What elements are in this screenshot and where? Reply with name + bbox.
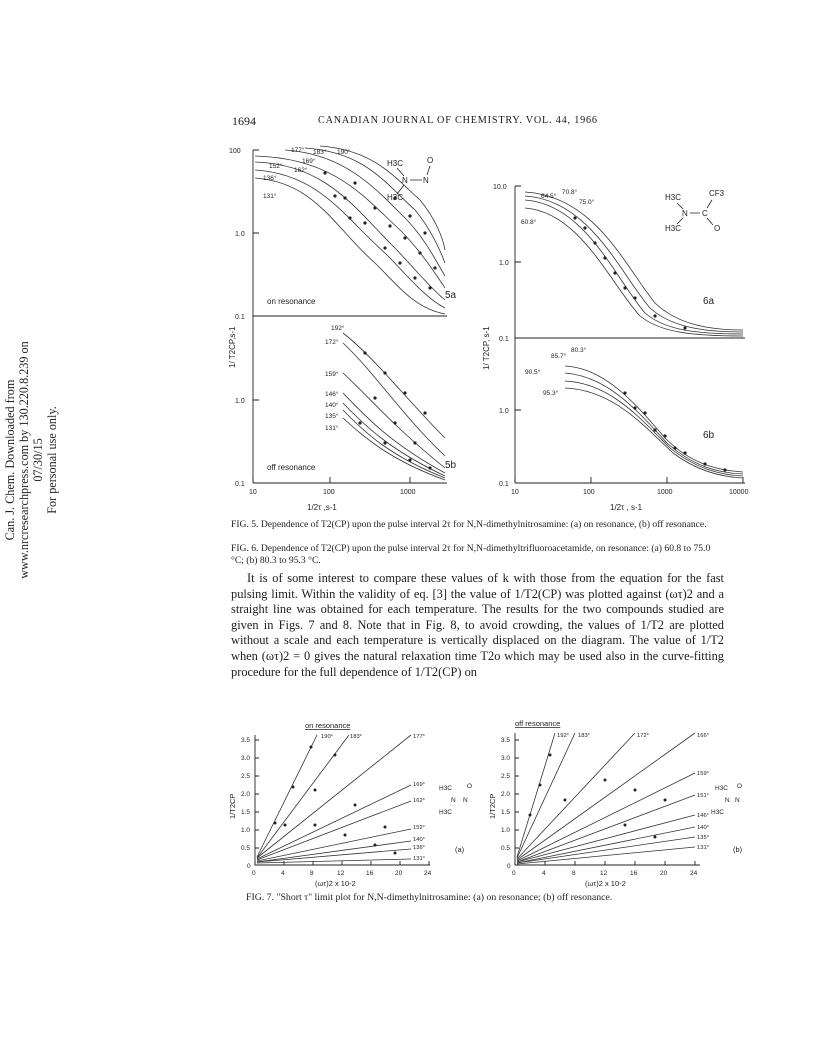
- svg-text:166°: 166°: [697, 733, 709, 739]
- svg-text:0: 0: [512, 870, 516, 877]
- svg-text:H3C: H3C: [439, 809, 453, 816]
- fig7a-ylabel: 1/T2CP: [228, 793, 237, 819]
- fig5-xtick-10: 10: [249, 489, 257, 496]
- figures-5-6: [225, 138, 765, 518]
- svg-text:152°: 152°: [413, 825, 425, 831]
- svg-text:0.5: 0.5: [241, 845, 251, 852]
- svg-text:4: 4: [542, 870, 546, 877]
- svg-text:H3C: H3C: [665, 224, 682, 233]
- svg-text:183°: 183°: [313, 149, 327, 156]
- svg-text:H3C: H3C: [711, 809, 725, 816]
- svg-text:20: 20: [395, 870, 403, 877]
- body-paragraph-block: [231, 571, 724, 680]
- svg-text:136°: 136°: [413, 845, 425, 851]
- svg-text:190°: 190°: [321, 734, 333, 740]
- fig7b-nitrosamine-structure: [711, 783, 742, 816]
- svg-text:152°: 152°: [269, 163, 283, 170]
- svg-text:90.5°: 90.5°: [525, 369, 541, 376]
- fig6b-curves: [565, 366, 743, 478]
- svg-text:140°: 140°: [697, 825, 709, 831]
- fig7-caption: FIG. 7. "Short τ" limit plot for N,N-dimethylnitrosamine: (a) on resonance; (b) off resonance.: [246, 892, 613, 903]
- fig6-xtick-10: 10: [511, 489, 519, 496]
- svg-text:95.3°: 95.3°: [543, 390, 559, 397]
- fig7b-title: off resonance: [515, 719, 561, 728]
- fig5-ylabel: 1/ T2CP,s-1: [228, 326, 237, 368]
- fig6a-curves: [525, 192, 743, 336]
- svg-text:O: O: [714, 224, 721, 233]
- svg-text:0: 0: [252, 870, 256, 877]
- svg-text:N: N: [735, 797, 740, 804]
- svg-text:183°: 183°: [578, 733, 590, 739]
- fig5b-note: off resonance: [267, 463, 316, 472]
- fig6-xtick-100: 100: [583, 489, 595, 496]
- svg-text:169°: 169°: [413, 782, 425, 788]
- svg-text:172°: 172°: [637, 733, 649, 739]
- svg-text:146°: 146°: [325, 391, 339, 398]
- svg-text:169°: 169°: [302, 158, 316, 165]
- nitrosamine-structure: [387, 156, 433, 202]
- svg-text:24: 24: [690, 870, 698, 877]
- fig6a-label: 6a: [703, 296, 715, 307]
- svg-text:162°: 162°: [413, 798, 425, 804]
- svg-text:1.5: 1.5: [501, 809, 511, 816]
- svg-text:0: 0: [507, 863, 511, 870]
- svg-text:183°: 183°: [350, 734, 362, 740]
- svg-text:131°: 131°: [413, 856, 425, 862]
- fig7a-title: on resonance: [305, 721, 351, 730]
- fig5-xtick-100: 100: [323, 489, 335, 496]
- body-paragraph: It is of some interest to compare these values of k with those from the equation for the fast pulsing limit. Within the validity of eq. [3] the value of 1/T2(CP) was plotted against (ωτ)2 and a straight line was obtained for each temperature. The results for the two compounds studied are given in Figs. 7 and 8. Note that in Fig. 8, to avoid crowding, the values of 1/T2 are plotted without a scale and each temperature is vertically displaced on the diagram. The value of 1/T2 when (ωτ)2 = 0 gives the natural relaxation time T2o which may be used also in the curve-fitting procedure for the full dependence of 1/T2(CP) on: [231, 571, 724, 679]
- svg-text:H3C: H3C: [387, 193, 404, 202]
- svg-text:85.7°: 85.7°: [551, 353, 567, 360]
- fig5b-temperature-labels: [325, 324, 345, 432]
- svg-text:N: N: [402, 176, 408, 185]
- fig7a-points: [274, 746, 397, 855]
- svg-text:N: N: [682, 209, 688, 218]
- svg-text:151°: 151°: [697, 793, 709, 799]
- svg-text:135°: 135°: [697, 835, 709, 841]
- svg-text:131°: 131°: [263, 193, 277, 200]
- svg-text:12: 12: [600, 870, 608, 877]
- svg-text:1.0: 1.0: [501, 827, 511, 834]
- fig7b-yticks: [501, 737, 511, 870]
- fig7b-ylabel: 1/T2CP: [488, 793, 497, 819]
- svg-text:3.0: 3.0: [501, 755, 511, 762]
- svg-text:H3C: H3C: [715, 785, 729, 792]
- fig7a-xlabel: (ωτ)2 x 10-2: [315, 879, 356, 888]
- fig7b-points: [529, 754, 667, 839]
- svg-text:1.5: 1.5: [241, 809, 251, 816]
- fig6-ytick-10: 10.0: [493, 184, 507, 191]
- svg-text:16: 16: [366, 870, 374, 877]
- fig5b-label: 5b: [445, 460, 457, 471]
- fig6-xtick-10000: 10000: [729, 489, 749, 496]
- fig7b-label: (b): [733, 845, 743, 854]
- fig5-caption: FIG. 5. Dependence of T2(CP) upon the pulse interval 2τ for N,N-dimethylnitrosamine: (a) on resonance, (b) off resonance.: [231, 519, 707, 530]
- fig7a-temperature-labels: [321, 734, 425, 862]
- svg-text:136°: 136°: [263, 175, 277, 182]
- svg-text:2.5: 2.5: [241, 773, 251, 780]
- svg-text:O: O: [427, 156, 434, 165]
- svg-text:135°: 135°: [325, 413, 339, 420]
- svg-text:140°: 140°: [413, 837, 425, 843]
- svg-text:0.5: 0.5: [501, 845, 511, 852]
- fig6b-ytick-1: 1.0: [499, 408, 509, 415]
- svg-text:159°: 159°: [325, 371, 339, 378]
- fig7b-axes: [515, 733, 700, 865]
- fig6a-points: [573, 216, 686, 329]
- svg-text:192°: 192°: [331, 325, 345, 332]
- svg-text:177°: 177°: [413, 734, 425, 740]
- journal-running-title: CANADIAN JOURNAL OF CHEMISTRY. VOL. 44, 1966: [318, 115, 598, 126]
- svg-text:3.5: 3.5: [241, 737, 251, 744]
- fig6b-label: 6b: [703, 430, 715, 441]
- svg-text:190°: 190°: [337, 149, 351, 156]
- fig5a-curves: [255, 146, 445, 314]
- svg-text:8: 8: [310, 870, 314, 877]
- trifluoroacetamide-structure: [665, 189, 725, 233]
- svg-text:2.0: 2.0: [501, 791, 511, 798]
- svg-text:16: 16: [630, 870, 638, 877]
- fig7a-axes: [255, 735, 430, 865]
- svg-text:140°: 140°: [325, 402, 339, 409]
- fig5-ytick-100: 100: [229, 148, 241, 155]
- fig5b-ytick-1: 1.0: [235, 398, 245, 405]
- fig5-ytick-01: 0.1: [235, 314, 245, 321]
- svg-text:70.8°: 70.8°: [562, 189, 578, 196]
- svg-text:H3C: H3C: [387, 159, 404, 168]
- svg-text:O: O: [737, 783, 743, 790]
- svg-text:192°: 192°: [557, 733, 569, 739]
- svg-text:CF3: CF3: [709, 189, 725, 198]
- svg-text:8: 8: [572, 870, 576, 877]
- svg-text:N: N: [451, 797, 456, 804]
- svg-text:3.5: 3.5: [501, 737, 511, 744]
- svg-text:162°: 162°: [294, 167, 308, 174]
- fig6b-ytick-01: 0.1: [499, 481, 509, 488]
- fig5a-label: 5a: [445, 290, 457, 301]
- svg-text:159°: 159°: [697, 771, 709, 777]
- fig7b-lines: [517, 733, 695, 864]
- fig6-ylabel: 1/ T2CP, s-1: [482, 326, 491, 370]
- svg-text:2.5: 2.5: [501, 773, 511, 780]
- svg-text:20: 20: [660, 870, 668, 877]
- page-number: 1694: [232, 114, 256, 128]
- svg-text:O: O: [467, 783, 473, 790]
- download-notice-line2: For personal use only.: [45, 406, 59, 514]
- download-notice: [3, 325, 59, 595]
- svg-text:146°: 146°: [697, 813, 709, 819]
- svg-text:131°: 131°: [697, 845, 709, 851]
- fig7a-nitrosamine-structure: [439, 783, 472, 816]
- svg-text:177°: 177°: [291, 147, 305, 154]
- svg-text:3.0: 3.0: [241, 755, 251, 762]
- fig7b-xlabel: (ωτ)2 x 10-2: [585, 879, 626, 888]
- fig5b-curves: [343, 333, 445, 480]
- fig7a-yticks: [241, 737, 251, 870]
- fig5-ytick-1: 1.0: [235, 231, 245, 238]
- fig6-caption: FIG. 6. Dependence of T2(CP) upon the pulse interval 2τ for N,N-dimethyltrifluoroacetamide, on resonance: (a) 60.8 to 75.0 °C; (b) 80.3 to 95.3 °C.: [231, 543, 711, 566]
- svg-text:1.0: 1.0: [241, 827, 251, 834]
- fig5-xlabel: 1/2τ ,s-1: [307, 503, 337, 512]
- fig6-ytick-1: 1.0: [499, 260, 509, 267]
- svg-text:H3C: H3C: [665, 193, 682, 202]
- svg-text:4: 4: [281, 870, 285, 877]
- svg-text:131°: 131°: [325, 425, 339, 432]
- fig6-ytick-01: 0.1: [499, 336, 509, 343]
- fig5a-points: [323, 171, 436, 289]
- figure-7: [225, 715, 745, 890]
- download-notice-line1: Can. J. Chem. Downloaded from www.nrcresearchpress.com by 130.220.8.239 on 07/30/15: [3, 341, 45, 579]
- fig6a-temperature-labels: [521, 188, 595, 226]
- fig5a-note: on resonance: [267, 297, 316, 306]
- svg-text:N: N: [463, 797, 468, 804]
- fig6-xlabel: 1/2τ , s-1: [610, 503, 643, 512]
- fig7a-xticks: [252, 870, 432, 877]
- fig5-xtick-1000: 1000: [400, 489, 416, 496]
- svg-text:N: N: [423, 176, 429, 185]
- fig7b-xticks: [512, 870, 698, 877]
- svg-text:12: 12: [337, 870, 345, 877]
- svg-text:24: 24: [424, 870, 432, 877]
- fig5b-ytick-01: 0.1: [235, 481, 245, 488]
- svg-text:60.8°: 60.8°: [521, 219, 537, 226]
- svg-text:0: 0: [247, 863, 251, 870]
- fig6-xtick-1000: 1000: [657, 489, 673, 496]
- fig7a-label: (a): [455, 845, 465, 854]
- svg-text:80.3°: 80.3°: [571, 347, 587, 354]
- svg-text:N: N: [725, 797, 730, 804]
- svg-text:172°: 172°: [325, 339, 339, 346]
- svg-text:C: C: [702, 209, 708, 218]
- fig5b-points: [358, 351, 431, 469]
- svg-text:H3C: H3C: [439, 785, 453, 792]
- svg-text:64.5°: 64.5°: [541, 193, 557, 200]
- svg-text:2.0: 2.0: [241, 791, 251, 798]
- svg-text:75.0°: 75.0°: [579, 199, 595, 206]
